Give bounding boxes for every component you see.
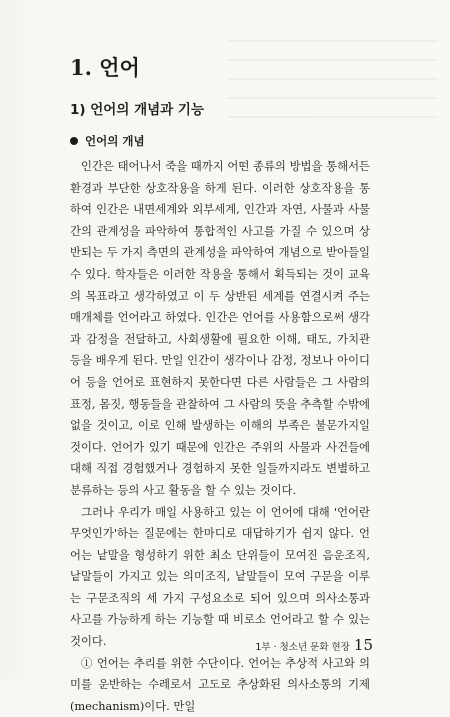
- body-text: [70, 156, 370, 717]
- paragraph: [70, 156, 370, 502]
- paragraph-text: 그러나 우리가 매일 사용하고 있는 이 언어에 대해 '언어란 무엇인가'하는 질문에는 한마디로 대답하기가 쉽지 않다. 언어는 낱말을 형성하기 위한 최소 단위들이 모여진 음운조직, 낱말들이 가지고 있는 의미조직, 낱말들이 모여 구문을 이루는 구문조직의 세 가지 구성요소로 되어 있으며 의사소통과 사고를 가능하게 하는 기능할 때 비로소 언어라고 할 수 있는 것이다.: [70, 504, 370, 649]
- bullet-icon: [70, 137, 78, 145]
- subsection-title: 1) 언어의 개념과 기능: [70, 102, 204, 118]
- page-footer: [255, 636, 373, 654]
- show-through-text: [228, 38, 438, 118]
- section-title: 1. 언어: [70, 55, 140, 80]
- bullet-heading-label: 언어의 개념: [85, 134, 145, 148]
- paragraph-text: ① 언어는 추리를 위한 수단이다. 언어는 추상적 사고와 의미를 운반하는 수레로서 고도로 추상화된 의사소통의 기제(mechanism)이다. 만일: [70, 655, 370, 713]
- paragraph: [70, 502, 370, 653]
- paragraph-text: 인간은 태어나서 죽을 때까지 어떤 종류의 방법을 통해서든 환경과 부단한 상호작용을 하게 된다. 이러한 상호작용을 통하여 인간은 내면세계와 외부세계, 인간과 자연, 사물과 사물간의 관계성을 파악하여 통합적인 사고를 가질 수 있으며 상반되는 두 가지 측면의 관계성을 파악하여 개념으로 받아들일 수 있다. 학자들은 이러한 작용을 통해서 획득되는 것이 교육의 목표라고 생각하였고 이 두 상반된 세계를 연결시켜 주는 매개체를 언어라고 하였다. 인간은 언어를 사용함으로써 생각과 감정을 전달하고, 사회생활에 필요한 이해, 태도, 가치관 등을 배우게 된다. 만일 인간이 생각이나 감정, 정보나 아이디어 등을 언어로 표현하지 못한다면 다른 사람들은 그 사람의 표정, 몸짓, 행동들을 관찰하여 그 사람의 뜻을 추측할 수밖에 없을 것이고, 이로 인해 발생하는 이해의 부족은 불문가지일 것이다. 언어가 있기 때문에 인간은 주위의 사물과 사건들에 대해 직접 경험했거나 경험하지 못한 일들까지라도 변별하고 분류하는 등의 사고 활동을 할 수 있는 것이다.: [70, 159, 370, 497]
- page-number: 15: [353, 636, 373, 654]
- paragraph: [70, 653, 370, 717]
- bullet-heading: [70, 133, 145, 149]
- running-footer-label: 1부 · 청소년 문화 현장: [255, 642, 350, 653]
